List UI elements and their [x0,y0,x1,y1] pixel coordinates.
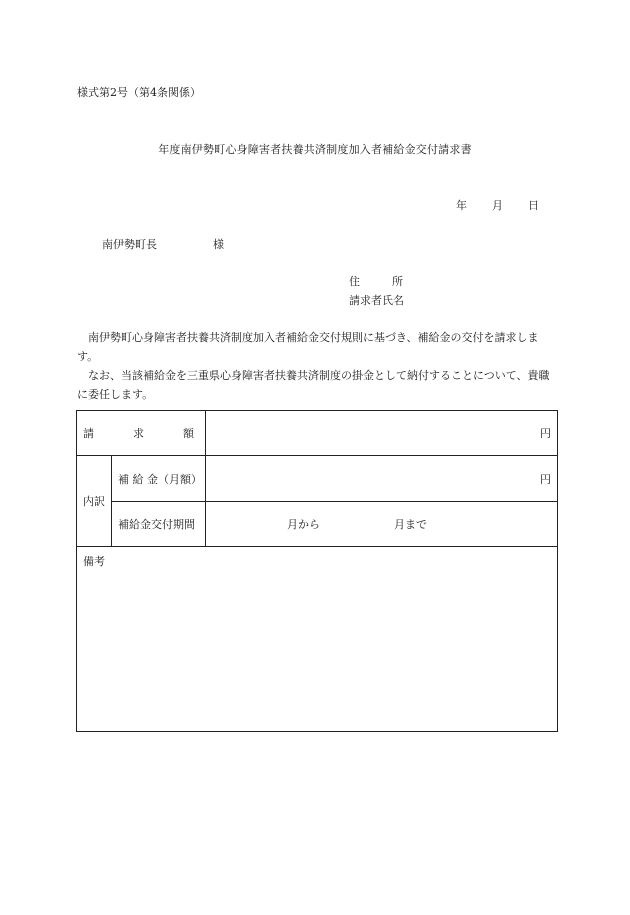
address-label [349,273,403,289]
remarks-field[interactable] [77,547,558,732]
period-to-label: 月まで [394,518,427,531]
period-from-label: 月から [287,518,320,531]
addressee-name: 南伊勢町長 [102,238,157,251]
date-line [456,197,539,213]
claim-label-char-1: 請 [83,427,94,440]
period-row [77,502,558,547]
requester-name-label: 請求者氏名 [349,294,404,307]
date-month-label: 月 [492,199,503,212]
period-label: 補給金交付期間 [112,502,206,547]
claim-amount-label-cell [77,411,206,456]
addressee-honorific: 様 [213,238,224,251]
monthly-amount-unit: 円 [540,472,551,486]
remarks-label: 備考 [83,555,105,568]
breakdown-label: 内訳 [77,456,112,547]
claim-amount-row [77,411,558,456]
addressee [102,236,224,252]
claim-table [76,410,558,732]
monthly-amount-row [77,456,558,502]
date-year-label: 年 [456,199,467,212]
date-day-label: 日 [528,199,539,212]
address-label-char-2: 所 [392,275,403,288]
address-label-char-1: 住 [349,275,360,288]
monthly-amount-label: 補 給 金（月額） [112,456,206,502]
remarks-row [77,547,558,732]
period-field[interactable] [206,502,558,547]
body-paragraph-2: なお、当該補給金を三重県心身障害者扶養共済制度の掛金として納付することについて、貴職に委任します。 [77,369,550,401]
form-number: 様式第2号（第4条関係） [77,86,201,99]
claim-amount-unit: 円 [540,427,551,440]
page-title: 年度南伊勢町心身障害者扶養共済制度加入者補給金交付請求書 [158,143,472,156]
claim-label-char-2: 求 [133,427,144,440]
monthly-amount-field[interactable] [206,456,558,502]
claim-label-char-3: 額 [183,427,194,440]
body-paragraph-1: 南伊勢町心身障害者扶養共済制度加入者補給金交付規則に基づき、補給金の交付を請求します。 [77,331,539,363]
claim-amount-field[interactable] [206,411,558,456]
